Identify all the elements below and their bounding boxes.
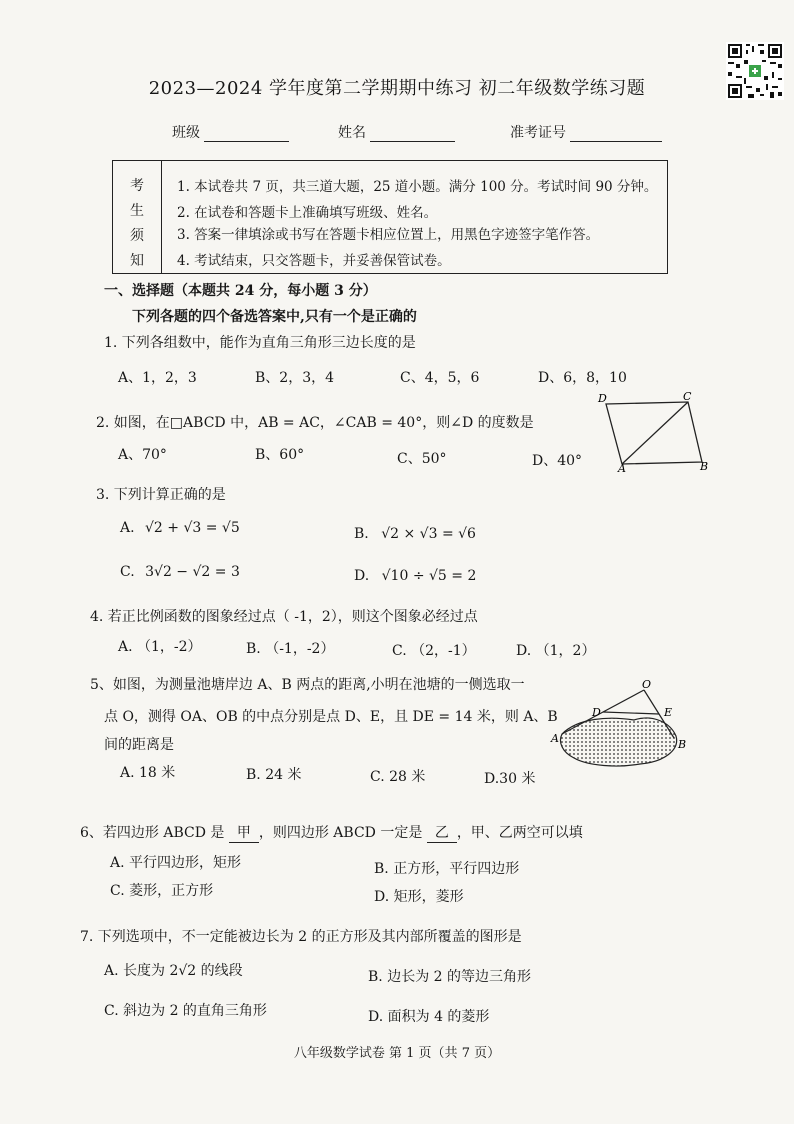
q1-stem: 1. 下列各组数中，能作为直角三角形三边长度的是	[104, 335, 416, 351]
figure-label: B	[678, 738, 687, 751]
q3-expr-a: √2 + √3 = √5	[145, 520, 240, 536]
q3-expr-d: √10 ÷ √5 = 2	[381, 568, 477, 584]
exam-id-field[interactable]	[510, 122, 662, 142]
q6-option-b[interactable]: B. 正方形，平行四边形	[374, 861, 520, 877]
q4-option-c[interactable]: C. （2，-1）	[392, 643, 476, 659]
figure-label: B	[700, 460, 709, 472]
q6-stem-part: ，则四边形 ABCD 一定是	[258, 825, 423, 841]
q4-option-b[interactable]: B. （-1，-2）	[246, 641, 335, 657]
q4-stem: 4. 若正比例函数的图象经过点（ -1，2），则这个图象必经过点	[90, 609, 478, 625]
q4-option-a[interactable]: A. （1，-2）	[118, 639, 202, 655]
exam-id-label: 准考证号	[510, 125, 566, 141]
q2-option-d[interactable]: D、40°	[532, 453, 583, 469]
q7-option-b[interactable]: B. 边长为 2 的等边三角形	[368, 969, 531, 985]
q3-option-d[interactable]	[354, 568, 476, 584]
notice-side-char: 考	[130, 178, 144, 194]
q6-stem-part: 6、若四边形 ABCD 是	[80, 825, 225, 841]
q3-expr-c: 3√2 − √2 = 3	[145, 564, 240, 580]
q3-option-b[interactable]	[354, 526, 476, 542]
notice-rule: 1. 本试卷共 7 页，共三道大题，25 道小题。满分 100 分。考试时间 90 分钟。	[177, 179, 658, 195]
q5-option-c[interactable]: C. 28 米	[370, 769, 426, 785]
diagonal-ac	[622, 402, 688, 464]
q6-stem	[80, 822, 583, 843]
q5-stem-line: 5、如图，为测量池塘岸边 A、B 两点的距离,小明在池塘的一侧选取一	[90, 677, 525, 693]
q5-option-b[interactable]: B. 24 米	[246, 767, 302, 783]
name-field[interactable]	[338, 122, 455, 142]
notice-rule: 2. 在试卷和答题卡上准确填写班级、姓名。	[177, 205, 438, 221]
parallelogram-shape	[606, 402, 702, 464]
q3-expr-b: √2 × √3 = √6	[381, 526, 476, 542]
q5-stem-line: 间的距离是	[104, 737, 174, 753]
q2-option-c[interactable]: C、50°	[397, 451, 447, 467]
name-blank[interactable]	[370, 127, 455, 142]
q4-option-d[interactable]: D. （1，2）	[516, 643, 596, 659]
q5-stem-line: 点 O，测得 OA、OB 的中点分别是点 D、E，且 DE = 14 米，则 A、B	[104, 709, 558, 725]
q5-option-a[interactable]: A. 18 米	[120, 765, 176, 781]
q7-stem: 7. 下列选项中，不一定能被边长为 2 的正方形及其内部所覆盖的图形是	[80, 929, 522, 945]
option-letter: B.	[354, 526, 369, 542]
figure-label: A	[618, 462, 626, 472]
figure-label: D	[592, 706, 601, 719]
q2-option-a[interactable]: A、70°	[118, 447, 167, 463]
section-heading: 一、选择题（本题共 24 分，每小题 3 分）	[104, 283, 377, 299]
class-field[interactable]	[172, 122, 289, 142]
q6-option-d[interactable]: D. 矩形，菱形	[374, 889, 464, 905]
q1-option-d[interactable]: D、6，8，10	[538, 370, 627, 386]
figure-label: D	[598, 392, 607, 405]
q3-option-a[interactable]	[120, 520, 240, 536]
q6-option-a[interactable]: A. 平行四边形，矩形	[110, 855, 242, 871]
pond-figure	[548, 676, 694, 774]
option-letter: A.	[120, 520, 135, 536]
q3-option-c[interactable]	[120, 564, 240, 580]
q1-option-c[interactable]: C、4，5，6	[400, 370, 480, 386]
notice-side-char: 生	[130, 203, 144, 219]
class-blank[interactable]	[204, 127, 289, 142]
option-letter: D.	[354, 568, 370, 584]
figure-label: A	[551, 732, 559, 745]
q3-stem: 3. 下列计算正确的是	[96, 487, 226, 503]
figure-label: E	[664, 706, 673, 719]
exam-notice-box	[112, 160, 668, 274]
q2-stem: 2. 如图，在□ABCD 中，AB = AC，∠CAB = 40°，则∠D 的度数是	[96, 415, 534, 431]
q7-option-a[interactable]: A. 长度为 2√2 的线段	[104, 963, 243, 979]
name-label: 姓名	[338, 125, 366, 141]
q6-option-c[interactable]: C. 菱形，正方形	[110, 883, 214, 899]
q7-option-c[interactable]: C. 斜边为 2 的直角三角形	[104, 1003, 267, 1019]
figure-label: C	[683, 390, 692, 403]
page-footer: 八年级数学试卷 第 1 页（共 7 页）	[293, 1046, 501, 1061]
page-title: 2023—2024 学年度第二学期期中练习 初二年级数学练习题	[148, 78, 646, 99]
q5-option-d[interactable]: D.30 米	[484, 771, 536, 787]
q6-stem-part: ，甲、乙两空可以填	[456, 825, 583, 841]
q2-option-b[interactable]: B、60°	[255, 447, 305, 463]
notice-side-char: 须	[130, 228, 144, 244]
notice-side-label	[113, 161, 162, 273]
section-instruction: 下列各题的四个备选答案中,只有一个是正确的	[132, 309, 417, 325]
q7-option-d[interactable]: D. 面积为 4 的菱形	[368, 1009, 490, 1025]
notice-rule: 3. 答案一律填涂或书写在答题卡相应位置上，用黑色字迹签字笔作答。	[177, 227, 600, 243]
segment-de	[603, 712, 659, 714]
q6-blank-yi: 乙	[427, 822, 457, 843]
class-label: 班级	[172, 125, 200, 141]
q1-option-b[interactable]: B、2，3，4	[255, 370, 335, 386]
notice-side-char: 知	[130, 253, 144, 269]
parallelogram-figure	[592, 390, 722, 472]
option-letter: C.	[120, 564, 135, 580]
q6-blank-jia: 甲	[229, 822, 259, 843]
figure-label: O	[642, 678, 652, 691]
exam-id-blank[interactable]	[570, 127, 662, 142]
q1-option-a[interactable]: A、1，2，3	[118, 370, 197, 386]
notice-rule: 4. 考试结束，只交答题卡，并妥善保管试卷。	[177, 253, 451, 269]
